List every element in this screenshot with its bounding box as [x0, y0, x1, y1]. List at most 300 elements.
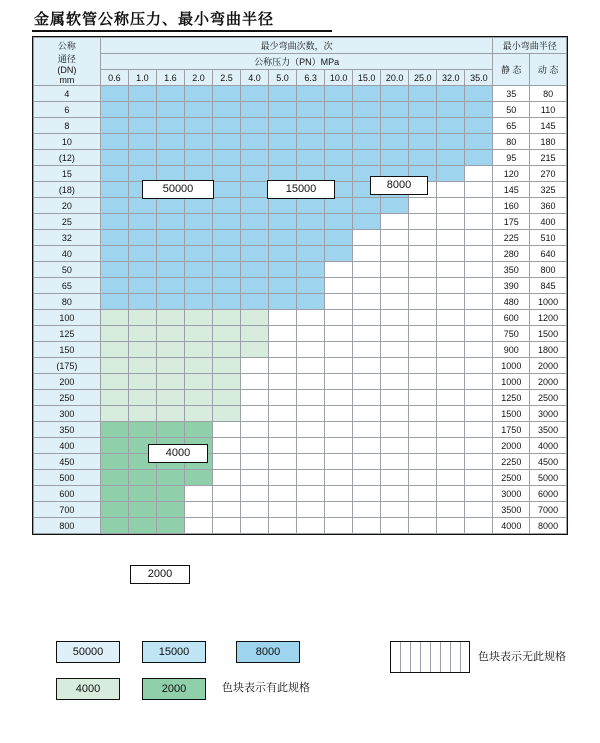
matrix-cell	[156, 150, 184, 166]
matrix-cell	[156, 278, 184, 294]
dn-value: 200	[34, 374, 101, 390]
dn-value: 125	[34, 326, 101, 342]
matrix-cell	[212, 294, 240, 310]
matrix-cell	[128, 390, 156, 406]
static-radius: 95	[493, 150, 530, 166]
matrix-cell	[381, 230, 409, 246]
matrix-cell	[409, 310, 437, 326]
matrix-cell	[381, 214, 409, 230]
static-radius: 120	[493, 166, 530, 182]
matrix-cell	[184, 326, 212, 342]
matrix-cell	[241, 518, 269, 534]
matrix-cell	[325, 230, 353, 246]
dn-value: (175)	[34, 358, 101, 374]
table-row	[34, 86, 567, 102]
matrix-cell	[381, 246, 409, 262]
matrix-cell	[325, 102, 353, 118]
matrix-cell	[409, 278, 437, 294]
matrix-cell	[381, 118, 409, 134]
pn-header-7: 6.3	[297, 70, 325, 86]
matrix-cell	[409, 102, 437, 118]
matrix-cell	[212, 438, 240, 454]
matrix-cell	[437, 342, 465, 358]
matrix-cell	[465, 518, 493, 534]
dynamic-radius: 180	[530, 134, 567, 150]
matrix-cell	[128, 422, 156, 438]
matrix-cell	[100, 486, 128, 502]
matrix-cell	[269, 470, 297, 486]
dn-value: 32	[34, 230, 101, 246]
matrix-cell	[353, 358, 381, 374]
matrix-cell	[437, 438, 465, 454]
matrix-cell	[100, 182, 128, 198]
matrix-cell	[212, 310, 240, 326]
matrix-cell	[241, 214, 269, 230]
dn-value: 700	[34, 502, 101, 518]
matrix-cell	[184, 230, 212, 246]
matrix-cell	[184, 310, 212, 326]
matrix-cell	[241, 166, 269, 182]
matrix-cell	[128, 374, 156, 390]
table-row	[34, 118, 567, 134]
matrix-cell	[156, 262, 184, 278]
static-radius: 1750	[493, 422, 530, 438]
matrix-cell	[381, 374, 409, 390]
matrix-cell	[128, 358, 156, 374]
matrix-cell	[381, 198, 409, 214]
matrix-cell	[156, 470, 184, 486]
matrix-cell	[184, 246, 212, 262]
matrix-cell	[212, 422, 240, 438]
matrix-cell	[297, 294, 325, 310]
matrix-cell	[100, 502, 128, 518]
matrix-cell	[156, 214, 184, 230]
table-row	[34, 502, 567, 518]
matrix-cell	[409, 134, 437, 150]
matrix-cell	[128, 118, 156, 134]
matrix-cell	[128, 102, 156, 118]
table-row	[34, 294, 567, 310]
matrix-cell	[465, 150, 493, 166]
matrix-cell	[409, 86, 437, 102]
dynamic-radius: 4000	[530, 438, 567, 454]
matrix-cell	[381, 342, 409, 358]
matrix-cell	[100, 390, 128, 406]
matrix-cell	[437, 358, 465, 374]
matrix-cell	[100, 262, 128, 278]
dynamic-radius: 8000	[530, 518, 567, 534]
matrix-cell	[325, 358, 353, 374]
matrix-cell	[128, 310, 156, 326]
matrix-cell	[128, 134, 156, 150]
static-radius: 80	[493, 134, 530, 150]
dn-value: 65	[34, 278, 101, 294]
dynamic-radius: 270	[530, 166, 567, 182]
matrix-cell	[128, 150, 156, 166]
matrix-cell	[297, 262, 325, 278]
matrix-cell	[212, 326, 240, 342]
matrix-cell	[156, 342, 184, 358]
matrix-cell	[353, 518, 381, 534]
dynamic-radius: 2500	[530, 390, 567, 406]
matrix-cell	[465, 438, 493, 454]
dn-value: 500	[34, 470, 101, 486]
matrix-cell	[212, 454, 240, 470]
matrix-cell	[269, 342, 297, 358]
matrix-cell	[353, 326, 381, 342]
matrix-cell	[409, 486, 437, 502]
matrix-cell	[212, 230, 240, 246]
matrix-cell	[241, 182, 269, 198]
dn-value: 25	[34, 214, 101, 230]
matrix-cell	[325, 262, 353, 278]
matrix-cell	[465, 358, 493, 374]
static-radius: 1000	[493, 374, 530, 390]
matrix-cell	[212, 214, 240, 230]
legend-note-hatch: 色块表示无此规格	[478, 650, 566, 663]
dynamic-radius: 800	[530, 262, 567, 278]
matrix-cell	[381, 278, 409, 294]
page-title: 金属软管公称压力、最小弯曲半径	[34, 10, 275, 28]
table-row	[34, 422, 567, 438]
dynamic-radius: 2000	[530, 374, 567, 390]
matrix-cell	[100, 278, 128, 294]
dn-value: 100	[34, 310, 101, 326]
matrix-cell	[325, 518, 353, 534]
static-radius: 145	[493, 182, 530, 198]
matrix-cell	[353, 390, 381, 406]
matrix-cell	[128, 518, 156, 534]
matrix-cell	[100, 198, 128, 214]
matrix-cell	[437, 166, 465, 182]
table-row	[34, 438, 567, 454]
matrix-cell	[184, 470, 212, 486]
static-radius: 35	[493, 86, 530, 102]
matrix-cell	[297, 102, 325, 118]
matrix-cell	[353, 422, 381, 438]
matrix-cell	[156, 326, 184, 342]
matrix-cell	[100, 102, 128, 118]
matrix-cell	[409, 150, 437, 166]
matrix-cell	[184, 86, 212, 102]
matrix-cell	[100, 150, 128, 166]
table-row	[34, 230, 567, 246]
table-row	[34, 374, 567, 390]
matrix-cell	[409, 230, 437, 246]
legend-swatch-8000: 8000	[236, 641, 300, 663]
matrix-cell	[465, 102, 493, 118]
matrix-cell	[241, 278, 269, 294]
table-row	[34, 198, 567, 214]
table-row	[34, 342, 567, 358]
matrix-cell	[381, 262, 409, 278]
matrix-cell	[409, 262, 437, 278]
matrix-cell	[156, 518, 184, 534]
matrix-cell	[100, 518, 128, 534]
matrix-cell	[381, 150, 409, 166]
matrix-cell	[297, 214, 325, 230]
matrix-cell	[465, 118, 493, 134]
matrix-cell	[437, 230, 465, 246]
matrix-cell	[269, 262, 297, 278]
matrix-cell	[465, 230, 493, 246]
matrix-cell	[437, 294, 465, 310]
matrix-cell	[184, 262, 212, 278]
matrix-cell	[437, 486, 465, 502]
matrix-cell	[325, 246, 353, 262]
dynamic-radius: 325	[530, 182, 567, 198]
matrix-cell	[100, 310, 128, 326]
static-radius: 160	[493, 198, 530, 214]
matrix-cell	[212, 86, 240, 102]
table-row	[34, 310, 567, 326]
matrix-cell	[269, 86, 297, 102]
table-row	[34, 262, 567, 278]
matrix-cell	[297, 406, 325, 422]
table-row	[34, 518, 567, 534]
matrix-cell	[241, 294, 269, 310]
matrix-cell	[156, 422, 184, 438]
matrix-cell	[353, 262, 381, 278]
matrix-cell	[241, 118, 269, 134]
matrix-cell	[184, 118, 212, 134]
matrix-cell	[269, 246, 297, 262]
matrix-cell	[297, 358, 325, 374]
matrix-cell	[297, 198, 325, 214]
matrix-cell	[100, 438, 128, 454]
matrix-cell	[297, 342, 325, 358]
matrix-cell	[241, 390, 269, 406]
matrix-cell	[269, 278, 297, 294]
matrix-cell	[156, 294, 184, 310]
matrix-cell	[325, 438, 353, 454]
matrix-cell	[184, 374, 212, 390]
matrix-cell	[269, 358, 297, 374]
legend-hatch-box	[390, 641, 470, 673]
dn-value: 350	[34, 422, 101, 438]
static-radius: 2250	[493, 454, 530, 470]
matrix-cell	[128, 294, 156, 310]
matrix-cell	[409, 374, 437, 390]
matrix-cell	[156, 102, 184, 118]
matrix-cell	[381, 358, 409, 374]
matrix-cell	[353, 118, 381, 134]
dn-value: (18)	[34, 182, 101, 198]
header-row-1	[34, 38, 567, 54]
dn-value: 450	[34, 454, 101, 470]
pn-header-11: 25.0	[409, 70, 437, 86]
matrix-cell	[325, 454, 353, 470]
matrix-cell	[212, 342, 240, 358]
matrix-cell	[353, 406, 381, 422]
dynamic-radius: 80	[530, 86, 567, 102]
matrix-cell	[381, 406, 409, 422]
table-row	[34, 358, 567, 374]
dn-value: 800	[34, 518, 101, 534]
matrix-cell	[156, 230, 184, 246]
matrix-cell	[409, 406, 437, 422]
matrix-cell	[241, 502, 269, 518]
static-radius: 225	[493, 230, 530, 246]
matrix-cell	[241, 230, 269, 246]
static-radius: 1000	[493, 358, 530, 374]
pn-header-8: 10.0	[325, 70, 353, 86]
matrix-cell	[437, 502, 465, 518]
matrix-cell	[325, 326, 353, 342]
pn-header-3: 2.0	[184, 70, 212, 86]
matrix-cell	[128, 278, 156, 294]
matrix-cell	[325, 406, 353, 422]
matrix-cell	[297, 118, 325, 134]
matrix-cell	[156, 406, 184, 422]
matrix-cell	[184, 406, 212, 422]
static-radius: 3000	[493, 486, 530, 502]
matrix-cell	[269, 294, 297, 310]
dynamic-radius: 1200	[530, 310, 567, 326]
pn-header-4: 2.5	[212, 70, 240, 86]
matrix-cell	[184, 134, 212, 150]
matrix-cell	[184, 358, 212, 374]
dynamic-radius: 110	[530, 102, 567, 118]
matrix-cell	[297, 86, 325, 102]
static-radius: 1500	[493, 406, 530, 422]
matrix-cell	[297, 150, 325, 166]
matrix-cell	[325, 486, 353, 502]
matrix-cell	[409, 214, 437, 230]
matrix-cell	[437, 246, 465, 262]
dn-value: 80	[34, 294, 101, 310]
matrix-cell	[381, 470, 409, 486]
overlay-8000: 8000	[370, 176, 428, 195]
matrix-cell	[353, 230, 381, 246]
matrix-cell	[212, 486, 240, 502]
matrix-cell	[381, 390, 409, 406]
matrix-cell	[241, 246, 269, 262]
dn-value: 8	[34, 118, 101, 134]
static-radius: 2500	[493, 470, 530, 486]
matrix-cell	[269, 454, 297, 470]
matrix-cell	[297, 438, 325, 454]
matrix-cell	[241, 374, 269, 390]
matrix-cell	[297, 454, 325, 470]
table-row	[34, 326, 567, 342]
matrix-cell	[212, 358, 240, 374]
dynamic-radius: 640	[530, 246, 567, 262]
matrix-cell	[409, 342, 437, 358]
matrix-cell	[437, 390, 465, 406]
static-radius: 2000	[493, 438, 530, 454]
matrix-cell	[156, 246, 184, 262]
static-radius: 750	[493, 326, 530, 342]
matrix-cell	[212, 390, 240, 406]
matrix-cell	[437, 150, 465, 166]
matrix-cell	[100, 86, 128, 102]
matrix-cell	[128, 470, 156, 486]
matrix-cell	[409, 246, 437, 262]
matrix-cell	[353, 246, 381, 262]
static-radius: 3500	[493, 502, 530, 518]
matrix-cell	[353, 134, 381, 150]
dynamic-radius: 3500	[530, 422, 567, 438]
matrix-cell	[409, 438, 437, 454]
matrix-cell	[353, 502, 381, 518]
matrix-cell	[297, 486, 325, 502]
matrix-cell	[437, 470, 465, 486]
legend-swatch-50000: 50000	[56, 641, 120, 663]
matrix-cell	[269, 326, 297, 342]
matrix-cell	[269, 486, 297, 502]
matrix-cell	[128, 406, 156, 422]
static-radius: 390	[493, 278, 530, 294]
table-row	[34, 486, 567, 502]
table-row	[34, 102, 567, 118]
matrix-cell	[128, 214, 156, 230]
matrix-cell	[184, 102, 212, 118]
matrix-cell	[437, 422, 465, 438]
matrix-cell	[353, 294, 381, 310]
matrix-cell	[353, 486, 381, 502]
legend-swatch-4000: 4000	[56, 678, 120, 700]
matrix-cell	[465, 310, 493, 326]
matrix-cell	[437, 102, 465, 118]
matrix-cell	[269, 150, 297, 166]
matrix-cell	[269, 422, 297, 438]
matrix-cell	[465, 326, 493, 342]
matrix-cell	[381, 454, 409, 470]
matrix-cell	[269, 102, 297, 118]
dn-value: 20	[34, 198, 101, 214]
spec-table-wrapper	[32, 36, 568, 535]
header-row-3	[34, 70, 567, 86]
matrix-cell	[269, 214, 297, 230]
dn-value: 40	[34, 246, 101, 262]
matrix-cell	[353, 86, 381, 102]
matrix-cell	[325, 310, 353, 326]
static-radius: 900	[493, 342, 530, 358]
matrix-cell	[437, 310, 465, 326]
overlay-15000: 15000	[267, 180, 335, 199]
table-row	[34, 150, 567, 166]
legend-swatch-15000: 15000	[142, 641, 206, 663]
matrix-cell	[437, 118, 465, 134]
matrix-cell	[100, 454, 128, 470]
matrix-cell	[325, 470, 353, 486]
matrix-cell	[156, 502, 184, 518]
matrix-cell	[381, 294, 409, 310]
matrix-cell	[409, 358, 437, 374]
matrix-cell	[212, 166, 240, 182]
pn-header-6: 5.0	[269, 70, 297, 86]
dn-value: 50	[34, 262, 101, 278]
matrix-cell	[297, 326, 325, 342]
matrix-cell	[465, 278, 493, 294]
dn-value: (12)	[34, 150, 101, 166]
matrix-cell	[128, 246, 156, 262]
dn-value: 10	[34, 134, 101, 150]
matrix-cell	[297, 134, 325, 150]
matrix-cell	[437, 454, 465, 470]
matrix-cell	[184, 390, 212, 406]
matrix-cell	[465, 86, 493, 102]
pn-header-1: 1.0	[128, 70, 156, 86]
dynamic-radius: 7000	[530, 502, 567, 518]
matrix-cell	[381, 486, 409, 502]
matrix-cell	[212, 102, 240, 118]
matrix-cell	[409, 518, 437, 534]
dn-value: 250	[34, 390, 101, 406]
matrix-cell	[437, 182, 465, 198]
matrix-cell	[212, 182, 240, 198]
